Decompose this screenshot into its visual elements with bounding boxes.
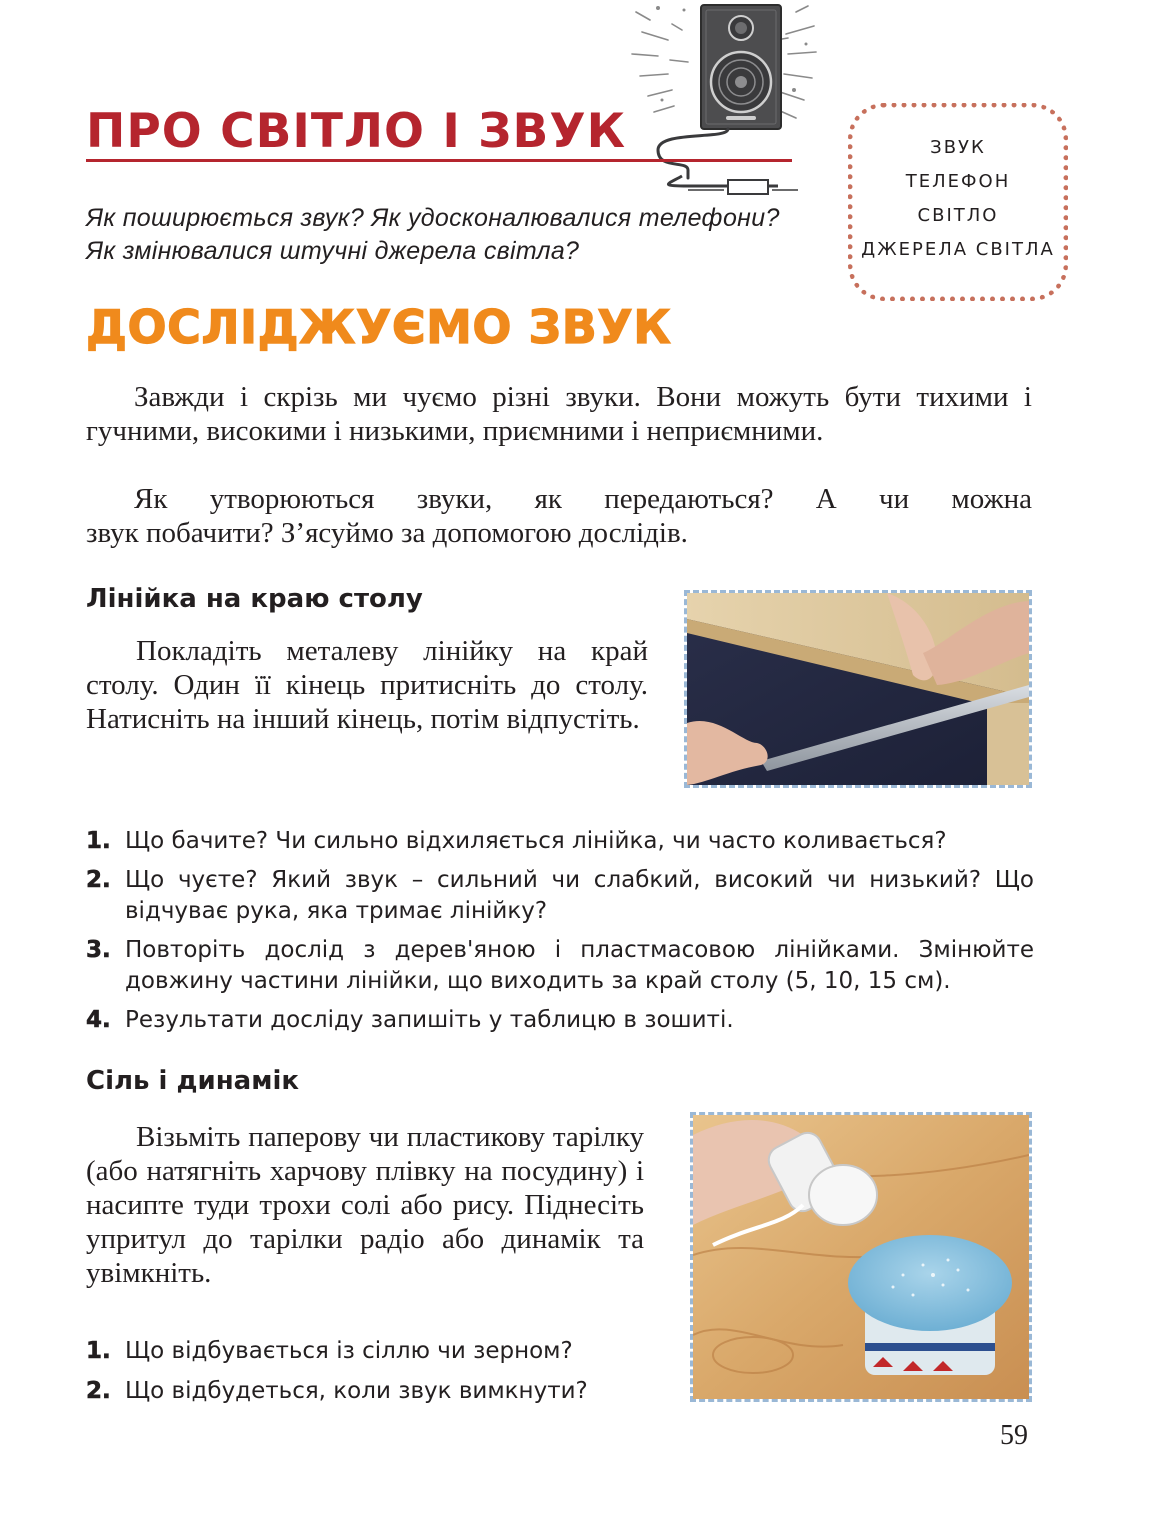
item-text: Що чуєте? Який звук – сильний чи слабкий, високий чи низький? Що відчуває рука, яка тримає лінійку? [125,867,1034,924]
list-item [86,1005,1034,1036]
item-number: 3. [86,937,111,963]
item-text: Повторіть дослід з дерев'яною і пластмасовою лінійками. Змінюйте довжину частини лінійки, що виходить за край столу (5, 10, 15 см). [125,937,1034,994]
list-item [86,1376,646,1407]
keyword: ДЖЕРЕЛА СВІТЛА [861,239,1055,260]
list-item [86,1336,646,1367]
keyword: ТЕЛЕФОН [905,171,1011,192]
list-item [86,826,1034,857]
experiment-1-title: Лінійка на краю столу [86,584,423,614]
section-title: ДОСЛІДЖУЄМО ЗВУК [86,300,672,354]
keyword: СВІТЛО [917,205,999,226]
experiment-2-questions [86,1336,646,1416]
experiment-1-questions [86,826,1034,1044]
item-number: 1. [86,828,111,854]
intro-paragraph: Завжди і скрізь ми чуємо різні звуки. Вони можуть бути тихими і гучними, високими і низькими, приємними і неприємними. [86,381,1032,447]
chapter-intro: Як поширюється звук? Як удосконалювалися телефони? Як змінювалися штучні джерела світла? [86,204,780,265]
experiment-2-title: Сіль і динамік [86,1066,300,1096]
speaker-icon [628,0,818,198]
question-paragraph-line-2: звук побачити? З’ясуймо за допомогою дослідів. [86,517,688,549]
keywords-box [848,103,1068,301]
experiment-1-text: Покладіть металеву лінійку на край столу. Один її кінець притисніть до столу. Натисніть на інший кінець, потім відпустіть. [86,635,648,735]
item-text: Що бачите? Чи сильно відхиляється лінійка, чи часто коливається? [125,828,947,854]
speaker-illustration [628,0,818,198]
question-paragraph-line-1: Як утворюються звуки, як передаються? А чи можна [134,483,1032,515]
title-rule [86,159,792,162]
item-number: 2. [86,1378,111,1404]
item-text: Що відбувається із сіллю чи зерном? [125,1338,573,1364]
item-number: 2. [86,867,111,893]
salt-and-speaker-photo [690,1112,1032,1402]
item-number: 1. [86,1338,111,1364]
keyword: ЗВУК [930,137,986,158]
experiment-2-text: Візьміть паперову чи пластикову тарілку (або натягніть харчову плівку на посудину) і насипте туди трохи солі або рису. Піднесіть упритул до тарілки радіо або динамік та увімкніть. [86,1121,644,1289]
chapter-title: ПРО СВІТЛО І ЗВУК [86,104,627,159]
item-text: Що відбудеться, коли звук вимкнути? [125,1378,588,1404]
list-item [86,865,1034,927]
list-item [86,935,1034,997]
item-number: 4. [86,1007,111,1033]
ruler-on-table-photo [684,590,1032,788]
page-number: 59 [1000,1420,1028,1451]
item-text: Результати досліду запишіть у таблицю в зошиті. [125,1007,734,1033]
